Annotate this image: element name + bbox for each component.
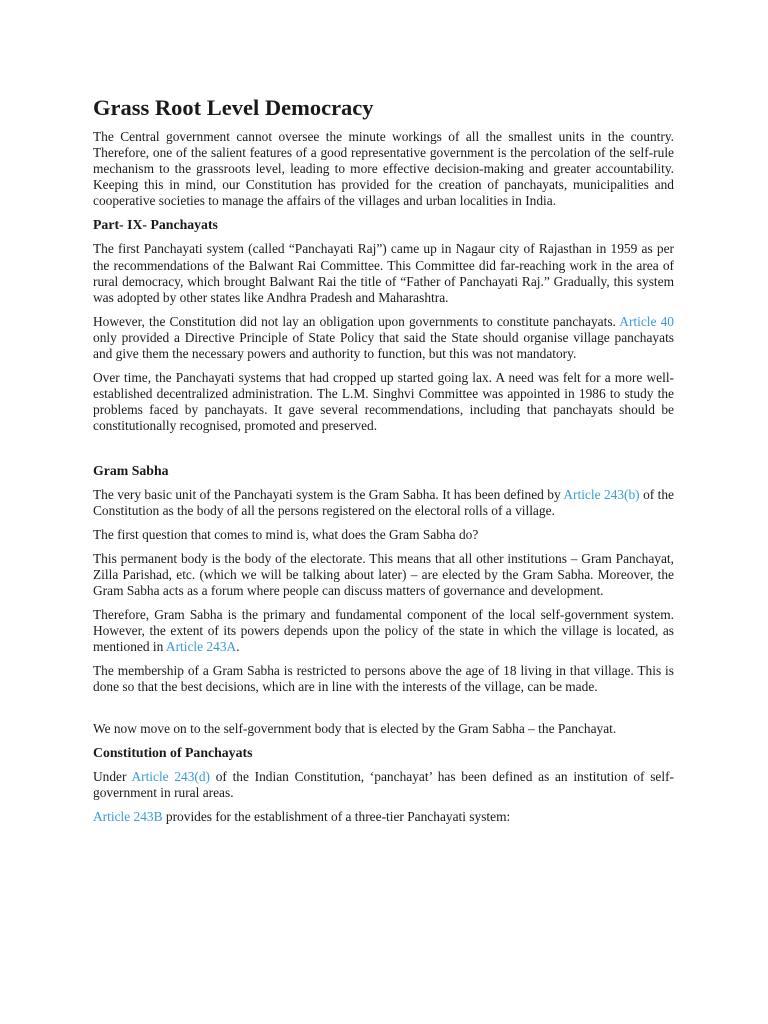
gram-sabha-paragraph-2: The first question that comes to mind is, what does the Gram Sabha do?	[93, 526, 479, 542]
page-title: Grass Root Level Democracy	[93, 95, 374, 120]
gram-sabha-paragraph-4	[93, 607, 674, 655]
text-span: Under	[93, 768, 132, 784]
part-ix-paragraph-3: Over time, the Panchayati systems that had cropped up started going lax. A need was felt for a more well-established decentralized administration. The L.M. Singhvi Committee was appointed in 1986 to study the problems faced by panchayats. It gave several recommendations, including that panchayats should be constitutionally recognised, promoted and preserved.	[93, 370, 674, 434]
text-span: .	[236, 639, 240, 655]
section-heading-constitution-of-panchayats: Constitution of Panchayats	[93, 744, 253, 760]
document-page	[93, 94, 674, 833]
text-span: The very basic unit of the Panchayati system is the Gram Sabha. It has been defined by	[93, 486, 564, 502]
gram-sabha-paragraph-1	[93, 487, 674, 519]
article-243d-link[interactable]: Article 243(d)	[131, 768, 211, 784]
text-span: provides for the establishment of a three-tier Panchayati system:	[162, 808, 511, 824]
text-span: Therefore, Gram Sabha is the primary and fundamental component of the local self-government system. However, the extent of its powers depends upon the policy of the state in which the village is located, as mentioned in	[93, 607, 674, 655]
part-ix-paragraph-1: The first Panchayati system (called “Panchayati Raj”) came up in Nagaur city of Rajasthan in 1959 as per the recommendations of the Balwant Rai Committee. This Committee did far-reaching work in the area of rural democracy, which brought Balwant Rai the title of “Father of Panchayati Raj.” Gradually, this system was adopted by other states like Andhra Pradesh and Maharashtra.	[93, 241, 674, 305]
text-span: of the Indian Constitution, ‘panchayat’ has been defined as an institution of self-government in rural areas.	[93, 768, 674, 800]
section-heading-gram-sabha: Gram Sabha	[93, 462, 169, 478]
article-243b-link[interactable]: Article 243(b)	[563, 486, 640, 502]
constitution-paragraph-1	[93, 769, 674, 801]
spacer	[93, 704, 674, 721]
text-span: However, the Constitution did not lay an obligation upon governments to constitute panchayats.	[93, 313, 620, 329]
text-span: only provided a Directive Principle of State Policy that said the State should organise village panchayats and give them the necessary powers and authority to function, but this was not mandatory.	[93, 329, 674, 362]
intro-paragraph: The Central government cannot oversee the minute workings of all the smallest units in the country. Therefore, one of the salient features of a good representative government is the percolation of the self-rule mechanism to the grassroots level, leading to more effective decision-making and greater accountability. Keeping this in mind, our Constitution has provided for the creation of panchayats, municipalities and cooperative societies to manage the affairs of the villages and urban localities in India.	[93, 129, 674, 209]
spacer	[93, 443, 674, 463]
transition-paragraph: We now move on to the self-government body that is elected by the Gram Sabha – the Panchayat.	[93, 720, 617, 736]
part-ix-paragraph-2	[93, 314, 674, 362]
text-span: of the Constitution as the body of all the persons registered on the electoral rolls of a village.	[93, 486, 674, 518]
gram-sabha-paragraph-5: The membership of a Gram Sabha is restricted to persons above the age of 18 living in that village. This is done so that the best decisions, which are in line with the interests of the village, can be made.	[93, 663, 674, 695]
article-243b-tier-link[interactable]: Article 243B	[93, 808, 163, 824]
constitution-paragraph-2	[93, 809, 674, 825]
article-243a-link[interactable]: Article 243A	[165, 639, 237, 655]
gram-sabha-paragraph-3: This permanent body is the body of the electorate. This means that all other institutions – Gram Panchayat, Zilla Parishad, etc. (which we will be talking about later) – are elected by the Gram Sabha. Moreover, the Gram Sabha acts as a forum where people can discuss matters of governance and development.	[93, 550, 674, 598]
article-40-link[interactable]: Article 40	[619, 313, 674, 329]
section-heading-part-ix: Part- IX- Panchayats	[93, 217, 218, 233]
